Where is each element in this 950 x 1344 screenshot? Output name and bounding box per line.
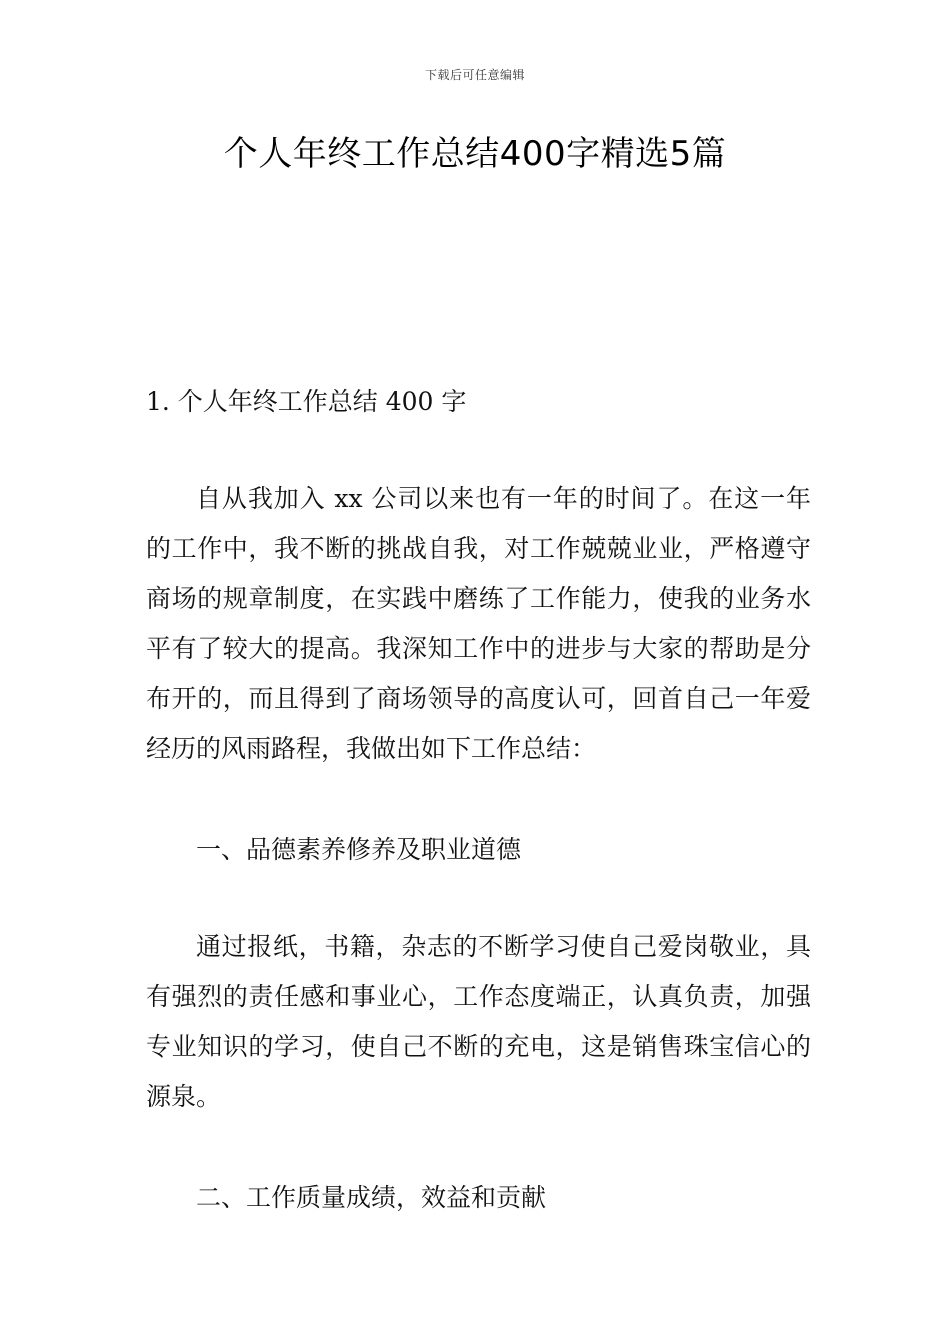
intro-paragraph: 自从我加入 xx 公司以来也有一年的时间了。在这一年的工作中，我不断的挑战自我，对工作兢兢业业，严格遵守商场的规章制度，在实践中磨练了工作能力，使我的业务水平有了较大的提高。我深知工作中的进步与大家的帮助是分布开的，而且得到了商场领导的高度认可，回首自己一年爱经历的风雨路程，我做出如下工作总结： [146,484,811,763]
subheading-1: 一、品德素养修养及职业道德 [196,835,522,864]
section-title: 1. 个人年终工作总结 400 字 [146,387,467,416]
document-title: 个人年终工作总结400字精选5篇 [223,134,727,174]
header-note: 下载后可任意编辑 [424,68,525,82]
subheading-2: 二、工作质量成绩，效益和贡献 [196,1183,547,1212]
body-paragraph-1: 通过报纸，书籍，杂志的不断学习使自己爱岗敬业，具有强烈的责任感和事业心，工作态度端正，认真负责，加强专业知识的学习，使自己不断的充电，这是销售珠宝信心的源泉。 [146,932,811,1111]
